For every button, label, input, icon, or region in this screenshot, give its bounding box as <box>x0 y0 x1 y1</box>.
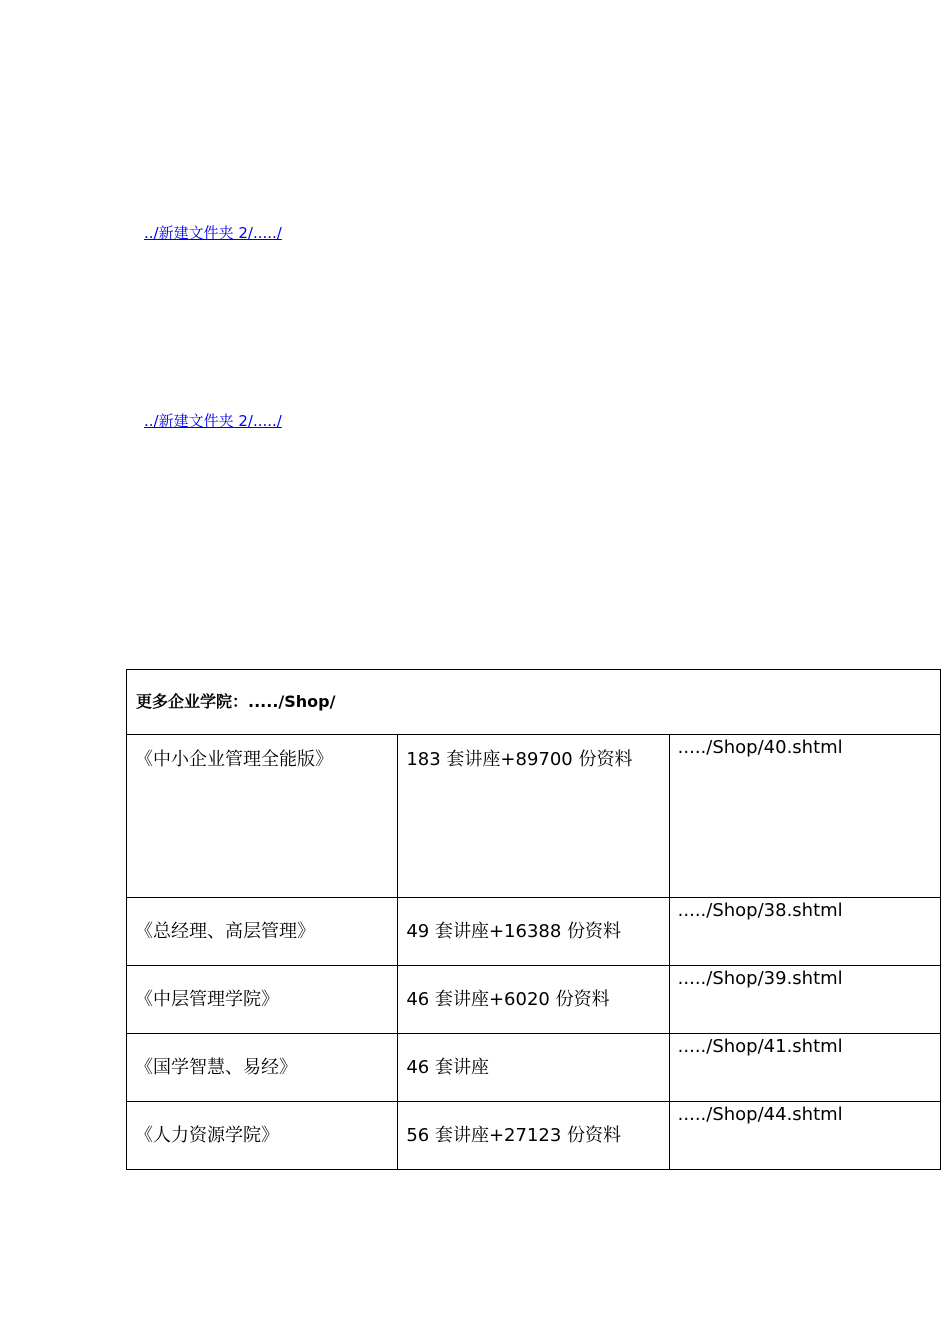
table-row <box>127 898 941 966</box>
table-row <box>127 1034 941 1102</box>
folder-link-2[interactable]: ../新建文件夹 2/...../ <box>144 412 282 430</box>
course-name: 《人力资源学院》 <box>127 1102 398 1170</box>
course-count: 183 套讲座+89700 份资料 <box>398 735 669 898</box>
table-header: 更多企业学院：...../Shop/ <box>127 670 941 735</box>
shop-table <box>126 669 941 1170</box>
table-row <box>127 735 941 898</box>
table-row <box>127 966 941 1034</box>
course-count: 46 套讲座+6020 份资料 <box>398 966 669 1034</box>
course-url[interactable]: ...../Shop/41.shtml <box>669 1034 940 1102</box>
table-row <box>127 1102 941 1170</box>
course-count: 46 套讲座 <box>398 1034 669 1102</box>
course-url[interactable]: ...../Shop/38.shtml <box>669 898 940 966</box>
course-name: 《中小企业管理全能版》 <box>127 735 398 898</box>
course-count: 56 套讲座+27123 份资料 <box>398 1102 669 1170</box>
course-name: 《总经理、高层管理》 <box>127 898 398 966</box>
course-url[interactable]: ...../Shop/39.shtml <box>669 966 940 1034</box>
course-name: 《国学智慧、易经》 <box>127 1034 398 1102</box>
course-name: 《中层管理学院》 <box>127 966 398 1034</box>
course-url[interactable]: ...../Shop/40.shtml <box>669 735 940 898</box>
course-count: 49 套讲座+16388 份资料 <box>398 898 669 966</box>
course-url[interactable]: ...../Shop/44.shtml <box>669 1102 940 1170</box>
folder-link-1[interactable]: ../新建文件夹 2/...../ <box>144 224 282 242</box>
